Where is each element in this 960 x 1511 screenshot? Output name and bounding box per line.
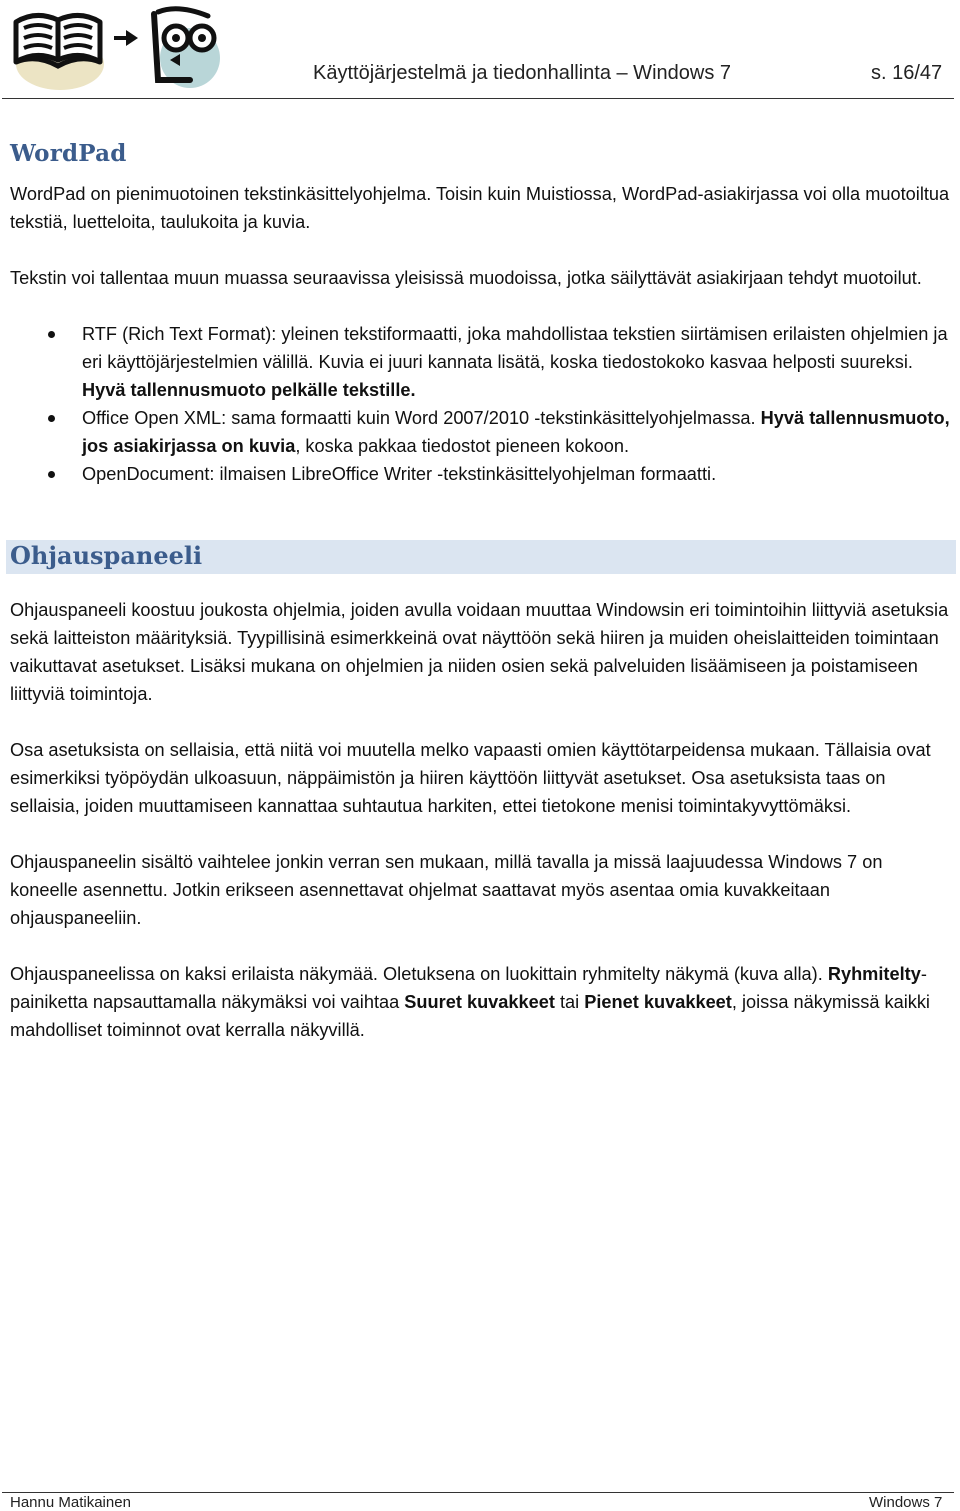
header-title: Käyttöjärjestelmä ja tiedonhallinta – Windows 7 <box>313 62 731 84</box>
list-item-tail: , koska pakkaa tiedostot pieneen kokoon. <box>295 436 629 456</box>
ohjaus-p4-text-a: Ohjauspaneelissa on kaksi erilaista näkymää. Oletuksena on luokittain ryhmitelty näkymä (kuva alla). <box>10 964 828 984</box>
list-item-text: OpenDocument: ilmaisen LibreOffice Writer -tekstinkäsittelyohjelman formaatti. <box>82 464 717 484</box>
page-content <box>10 140 950 1044</box>
bullet-icon <box>48 471 55 478</box>
ohjaus-p4-text-d: tai <box>554 992 585 1012</box>
ohjaus-p4-text-e: , joissa näkymissä kaikki mahdolliset toiminnot ovat kerralla näkyvillä. <box>10 992 930 1040</box>
ohjaus-paragraph-4 <box>10 960 950 1044</box>
page-header <box>0 0 960 100</box>
wordpad-paragraph-2: Tekstin voi tallentaa muun muassa seuraavissa yleisissä muodoissa, jotka säilyttävät asiakirjaan tehdyt muotoilut. <box>10 268 922 288</box>
ohjaus-p4-text-c: -painiketta napsauttamalla näkymäksi voi vaihtaa <box>10 964 927 1012</box>
list-item <box>10 460 950 488</box>
ohjaus-paragraph-3: Ohjauspaneelin sisältö vaihtelee jonkin verran sen mukaan, millä tavalla ja missä laajuudessa Windows 7 on koneelle asennettu. Jotkin erikseen asennettavat ohjelmat saattavat myös asentaa omia kuvakkeitaan ohjauspaneeliin. <box>10 852 883 928</box>
section-heading-ohjauspaneeli: Ohjauspaneeli <box>10 541 203 570</box>
list-item-text: Office Open XML: sama formaatti kuin Word 2007/2010 -tekstinkäsittelyohjelmassa. <box>82 408 761 428</box>
section-heading-band <box>6 540 956 574</box>
ohjaus-p4-bold-3: Pienet kuvakkeet <box>584 992 732 1012</box>
section-heading-wordpad: WordPad <box>10 140 127 167</box>
header-divider <box>2 98 954 99</box>
list-item-bold: Hyvä tallennusmuoto, jos asiakirjassa on kuvia <box>82 408 950 456</box>
book-to-face-logo-icon <box>8 2 223 99</box>
list-item <box>10 404 950 460</box>
header-page-number: s. 16/47 <box>871 62 943 84</box>
footer-divider <box>2 1492 954 1493</box>
footer-title: Windows 7 <box>869 1494 943 1511</box>
ohjaus-p4-bold-1: Ryhmitelty <box>827 964 921 984</box>
list-item-text: RTF (Rich Text Format): yleinen tekstiformaatti, joka mahdollistaa tekstien siirtämisen erilaisten ohjelmien ja eri käyttöjärjestelmien välillä. Kuvia ei juuri kannata lisätä, koska tiedostokoko kasvaa helposti suureksi. <box>82 324 948 372</box>
list-item-bold: Hyvä tallennusmuoto pelkälle tekstille. <box>82 380 416 400</box>
footer-author: Hannu Matikainen <box>10 1494 131 1511</box>
bullet-icon <box>48 415 55 422</box>
format-list <box>10 320 950 488</box>
ohjaus-p4-bold-2: Suuret kuvakkeet <box>404 992 555 1012</box>
ohjaus-paragraph-2: Osa asetuksista on sellaisia, että niitä voi muutella melko vapaasti omien käyttötarpeidensa mukaan. Tällaisia ovat esimerkiksi työpöydän ulkoasuun, näppäimistön ja hiiren käyttöön liittyvät asetukset. Osa asetuksista taas on sellaisia, joiden muuttamiseen kannattaa suhtautua harkiten, ettei tietokone menisi toimintakyvyttömäksi. <box>10 740 931 816</box>
list-item <box>10 320 950 404</box>
bullet-icon <box>48 331 55 338</box>
ohjaus-paragraph-1: Ohjauspaneeli koostuu joukosta ohjelmia, joiden avulla voidaan muuttaa Windowsin eri toimintoihin liittyviä asetuksia sekä laitteiston määrityksiä. Tyypillisinä esimerkkeinä ovat näyttöön sekä hiiren ja muiden oheislaitteiden toimintaan vaikuttavat asetukset. Lisäksi mukana on ohjelmien ja niiden osien sekä palveluiden lisäämiseen ja poistamiseen liittyviä toimintoja. <box>10 600 949 704</box>
wordpad-paragraph-1: WordPad on pienimuotoinen tekstinkäsittelyohjelma. Toisin kuin Muistiossa, WordPad-asiakirjassa voi olla muotoiltua tekstiä, luetteloita, taulukoita ja kuvia. <box>10 184 950 232</box>
